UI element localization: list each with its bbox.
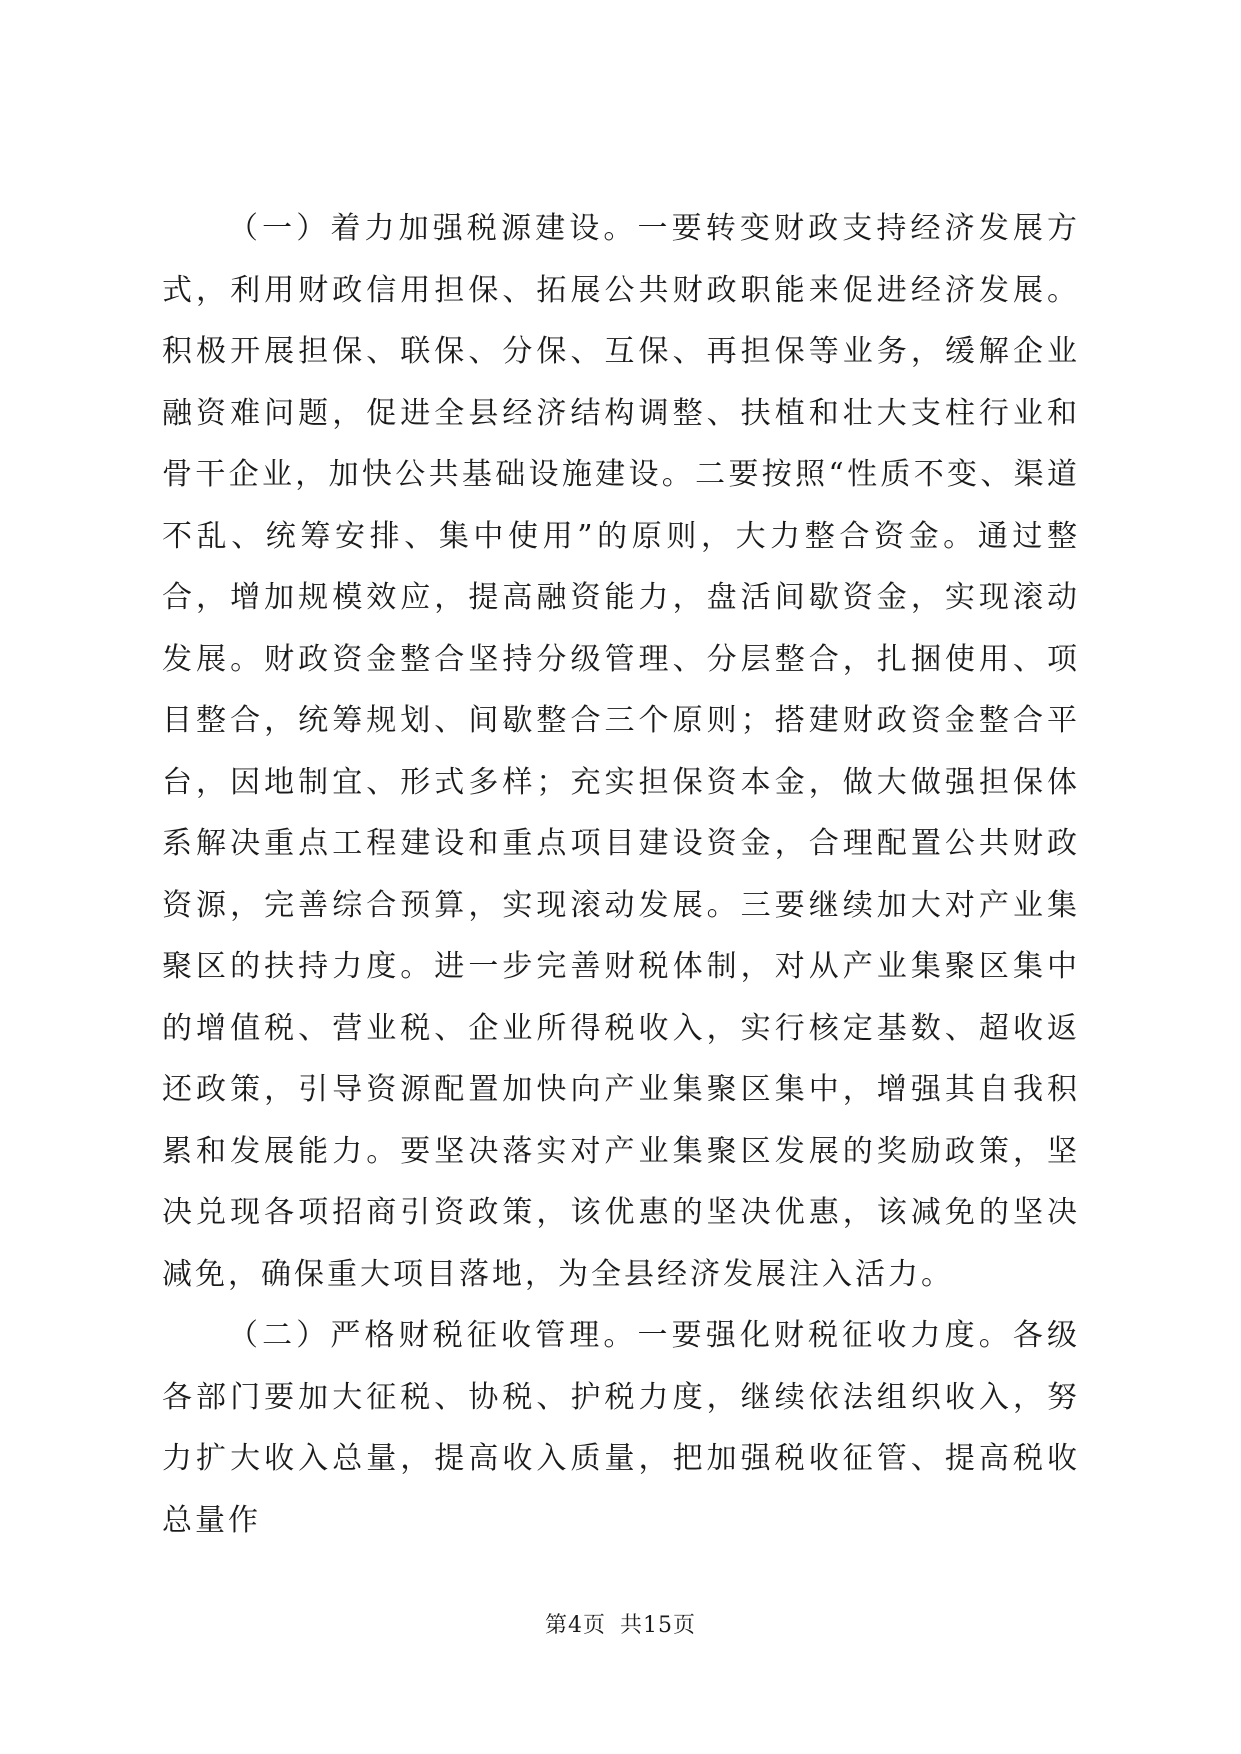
page-number-total: 共15页 — [620, 1613, 696, 1638]
paragraph-2: （二）严格财税征收管理。一要强化财税征收力度。各级各部门要加大征税、协税、护税力度，继续依法组织收入，努力扩大收入总量，提高收入质量，把加强税收征管、提高税收总量作 — [162, 1318, 1080, 1538]
paragraph-1: （一）着力加强税源建设。一要转变财政支持经济发展方式，利用财政信用担保、拓展公共财政职能来促进经济发展。积极开展担保、联保、分保、互保、再担保等业务，缓解企业融资难问题，促进全县经济结构调整、扶植和壮大支柱行业和骨干企业，加快公共基础设施建设。二要按照“性质不变、渠道不乱、统筹安排、集中使用”的原则，大力整合资金。通过整合，增加规模效应，提高融资能力，盘活间歇资金，实现滚动发展。财政资金整合坚持分级管理、分层整合，扎捆使用、项目整合，统筹规划、间歇整合三个原则；搭建财政资金整合平台，因地制宜、形式多样；充实担保资本金，做大做强担保体系解决重点工程建设和重点项目建设资金，合理配置公共财政资源，完善综合预算，实现滚动发展。三要继续加大对产业集聚区的扶持力度。进一步完善财税体制，对从产业集聚区集中的增值税、营业税、企业所得税收入，实行核定基数、超收返还政策，引导资源配置加快向产业集聚区集中，增强其自我积累和发展能力。要坚决落实对产业集聚区发展的奖励政策，坚决兑现各项招商引资政策，该优惠的坚决优惠，该减免的坚决减免，确保重大项目落地，为全县经济发展注入活力。 — [162, 211, 1080, 1292]
page-number-current: 第4页 — [545, 1613, 606, 1638]
page-footer — [0, 1608, 1241, 1639]
document-body — [162, 198, 1080, 1551]
